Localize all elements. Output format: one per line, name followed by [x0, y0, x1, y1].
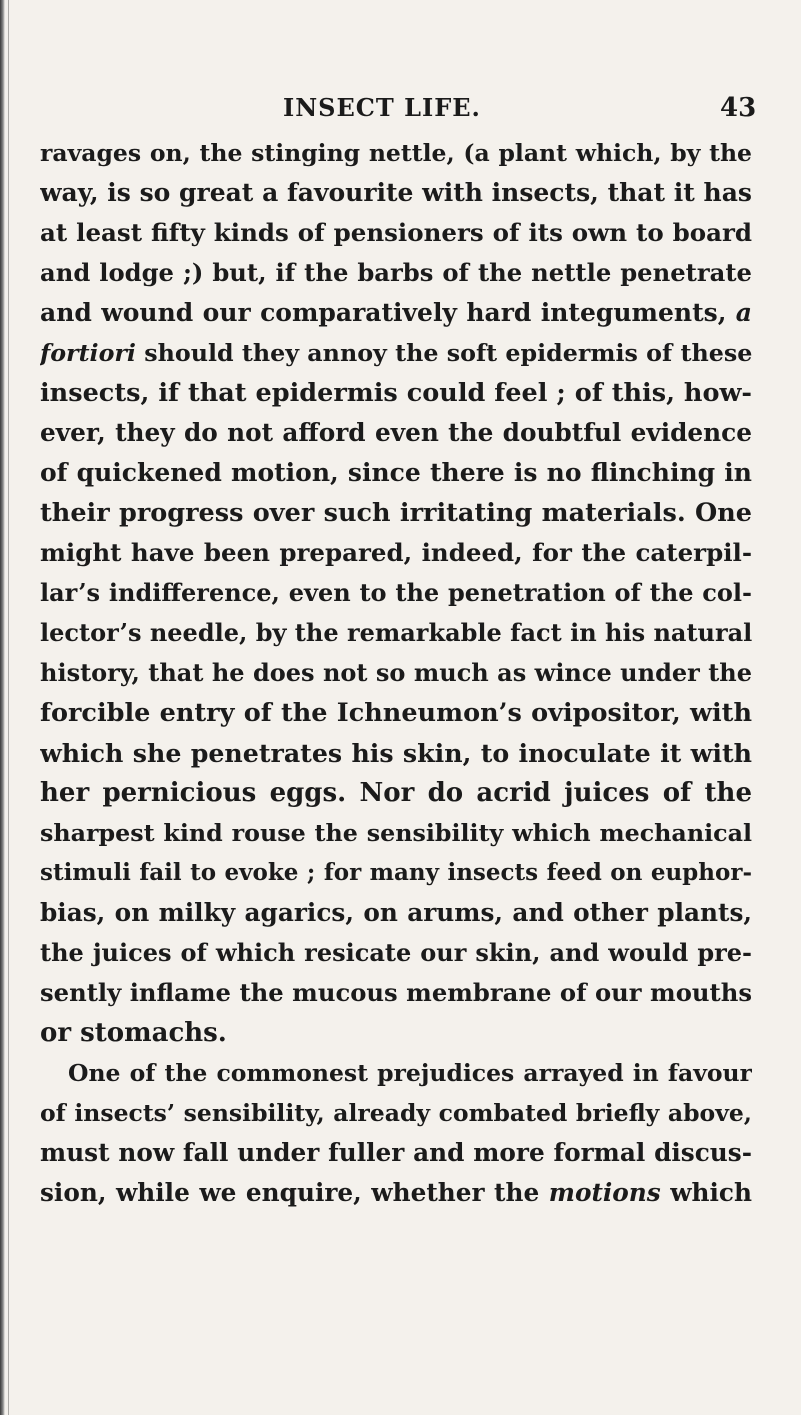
text-line: [40, 573, 752, 613]
text-line: [40, 613, 752, 653]
line-text: of quickened motion, since there is no flinching in: [40, 458, 752, 487]
line-text: forcible entry of the Ichneumon’s ovipositor, with: [40, 698, 752, 728]
text-line: [40, 173, 752, 213]
text-line: [40, 653, 752, 693]
running-title: INSECT LIFE.: [283, 93, 481, 122]
text-line: [40, 493, 752, 533]
line-text: ever, they do not afford even the doubtful evidence: [40, 418, 752, 447]
text-line: [40, 1093, 752, 1133]
line-text: One of the commonest prejudices arrayed in favour: [68, 1059, 752, 1087]
text-line: [40, 1013, 752, 1053]
text-line: [40, 413, 752, 453]
line-text: history, that he does not so much as wince under the: [40, 658, 752, 687]
text-line: [40, 333, 752, 373]
line-text: sion, while we enquire, whether the: [40, 1178, 549, 1207]
text-line: [40, 453, 752, 493]
binding-edge-line: [8, 0, 9, 1415]
line-text: sharpest kind rouse the sensibility which mechanical: [40, 819, 752, 847]
line-text: sently inflame the mucous membrane of our mouths: [40, 978, 752, 1007]
line-text: must now fall under fuller and more formal discus-: [40, 1138, 752, 1167]
text-line: [40, 733, 752, 773]
line-text: should they annoy the soft epidermis of these: [135, 339, 752, 367]
page-header: [0, 88, 801, 128]
italic-text: fortiori: [40, 339, 136, 367]
italic-text: motions: [548, 1178, 661, 1207]
text-line: [40, 813, 752, 853]
line-text: and wound our comparatively hard integuments,: [40, 298, 736, 327]
line-text: the juices of which resicate our skin, and would pre-: [40, 938, 752, 967]
binding-edge: [0, 0, 5, 1415]
text-line: [40, 1173, 752, 1213]
text-line: [40, 773, 752, 813]
line-text: her pernicious eggs. Nor do acrid juices of the: [40, 778, 752, 808]
text-line: [40, 373, 752, 413]
line-text: way, is so great a favourite with insects, that it has: [40, 178, 752, 207]
text-line: [40, 973, 752, 1013]
text-line: [40, 1133, 752, 1173]
line-text: which: [660, 1178, 752, 1207]
line-text: lar’s indifference, even to the penetration of the col-: [40, 578, 752, 607]
line-text: at least fifty kinds of pensioners of its own to board: [40, 218, 752, 247]
text-line: [40, 213, 752, 253]
italic-text: a: [735, 298, 752, 327]
line-text: lector’s needle, by the remarkable fact in his natural: [40, 618, 752, 647]
text-line: [40, 893, 752, 933]
line-text: and lodge ;) but, if the barbs of the nettle penetrate: [40, 258, 752, 287]
text-line: [40, 693, 752, 733]
text-line: [40, 133, 752, 173]
line-text: which she penetrates his skin, to inoculate it with: [40, 738, 752, 768]
text-line: [40, 293, 752, 333]
text-line: [40, 933, 752, 973]
line-text: might have been prepared, indeed, for the caterpil-: [40, 538, 752, 567]
line-text: insects, if that epidermis could feel ; of this, how-: [40, 378, 752, 408]
line-text: bias, on milky agarics, on arums, and other plants,: [40, 898, 752, 927]
line-text: stimuli fail to evoke ; for many insects feed on euphor-: [40, 859, 752, 886]
text-line: [68, 1053, 752, 1093]
text-line: [40, 853, 752, 893]
page-number: 43: [720, 93, 757, 123]
line-text: or stomachs.: [40, 1018, 227, 1048]
line-text: ravages on, the stinging nettle, (a plant which, by the: [40, 139, 752, 167]
text-line: [40, 253, 752, 293]
line-text: their progress over such irritating materials. One: [40, 498, 752, 528]
text-line: [40, 533, 752, 573]
line-text: of insects’ sensibility, already combated briefly above,: [40, 1099, 752, 1127]
